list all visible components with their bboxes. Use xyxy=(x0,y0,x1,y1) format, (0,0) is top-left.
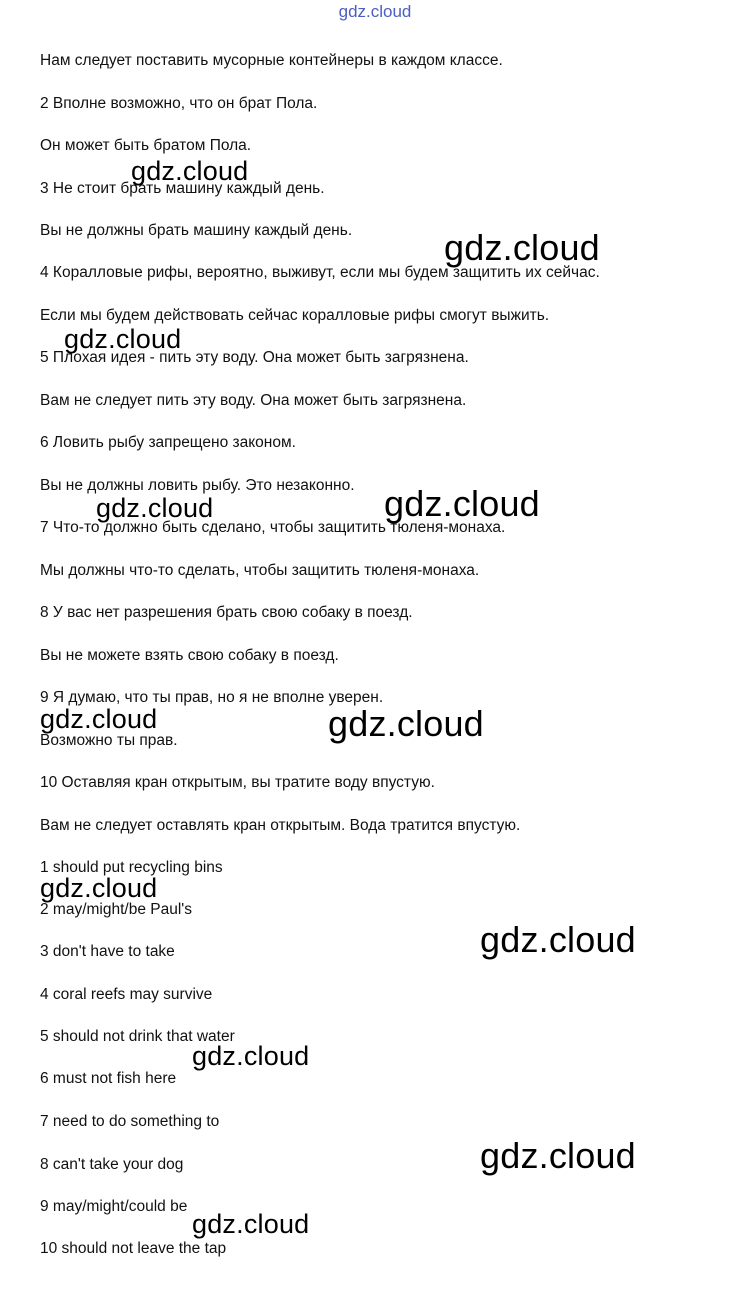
text-line: 8 can't take your dog xyxy=(40,1156,184,1173)
watermark: gdz.cloud xyxy=(131,156,249,186)
text-line: 4 Коралловые рифы, вероятно, выживут, если мы будем защитить их сейчас. xyxy=(40,264,600,281)
text-line: Вам не следует пить эту воду. Она может быть загрязнена. xyxy=(40,392,467,409)
text-line: 7 need to do something to xyxy=(40,1113,220,1130)
text-line: 5 Плохая идея - пить эту воду. Она может быть загрязнена. xyxy=(40,349,469,366)
text-line: Вы не можете взять свою собаку в поезд. xyxy=(40,647,339,664)
text-line: 6 must not fish here xyxy=(40,1070,177,1087)
watermark: gdz.cloud xyxy=(192,1041,310,1071)
watermark: gdz.cloud xyxy=(192,1209,310,1239)
watermark: gdz.cloud xyxy=(328,703,484,744)
text-line: Вы не должны ловить рыбу. Это незаконно. xyxy=(40,477,355,494)
text-line: 10 should not leave the tap xyxy=(40,1240,227,1257)
watermark: gdz.cloud xyxy=(444,227,600,268)
text-line: 1 should put recycling bins xyxy=(40,859,223,876)
text-line: Если мы будем действовать сейчас коралловые рифы смогут выжить. xyxy=(40,307,550,324)
text-line: 3 Не стоит брать машину каждый день. xyxy=(40,180,325,197)
text-line: 2 Вполне возможно, что он брат Пола. xyxy=(40,95,318,112)
text-line: 3 don't have to take xyxy=(40,943,175,960)
text-line: 10 Оставляя кран открытым, вы тратите воду впустую. xyxy=(40,774,435,791)
text-line: Вам не следует оставлять кран открытым. Вода тратится впустую. xyxy=(40,817,521,834)
text-line: 9 may/might/could be xyxy=(40,1198,188,1215)
text-line: Вы не должны брать машину каждый день. xyxy=(40,222,353,239)
text-line: Нам следует поставить мусорные контейнеры в каждом классе. xyxy=(40,52,503,69)
text-line: 8 У вас нет разрешения брать свою собаку в поезд. xyxy=(40,604,413,621)
text-line: 7 Что-то должно быть сделано, чтобы защитить тюленя-монаха. xyxy=(40,519,506,536)
text-line: 4 coral reefs may survive xyxy=(40,986,213,1003)
text-line: Он может быть братом Пола. xyxy=(40,137,252,154)
watermark: gdz.cloud xyxy=(480,919,636,960)
watermark: gdz.cloud xyxy=(40,873,158,903)
text-line: Возможно ты прав. xyxy=(40,732,178,749)
text-line: Мы должны что-то сделать, чтобы защитить тюленя-монаха. xyxy=(40,562,480,579)
watermark: gdz.cloud xyxy=(96,493,214,523)
header-watermark: gdz.cloud xyxy=(338,2,412,21)
text-line: 9 Я думаю, что ты прав, но я не вполне уверен. xyxy=(40,689,384,706)
watermark: gdz.cloud xyxy=(384,483,540,524)
watermark: gdz.cloud xyxy=(40,704,158,734)
text-line: 6 Ловить рыбу запрещено законом. xyxy=(40,434,296,451)
watermark: gdz.cloud xyxy=(480,1135,636,1176)
text-line: 5 should not drink that water xyxy=(40,1028,235,1045)
text-line: 2 may/might/be Paul's xyxy=(40,901,193,918)
watermark: gdz.cloud xyxy=(64,324,182,354)
